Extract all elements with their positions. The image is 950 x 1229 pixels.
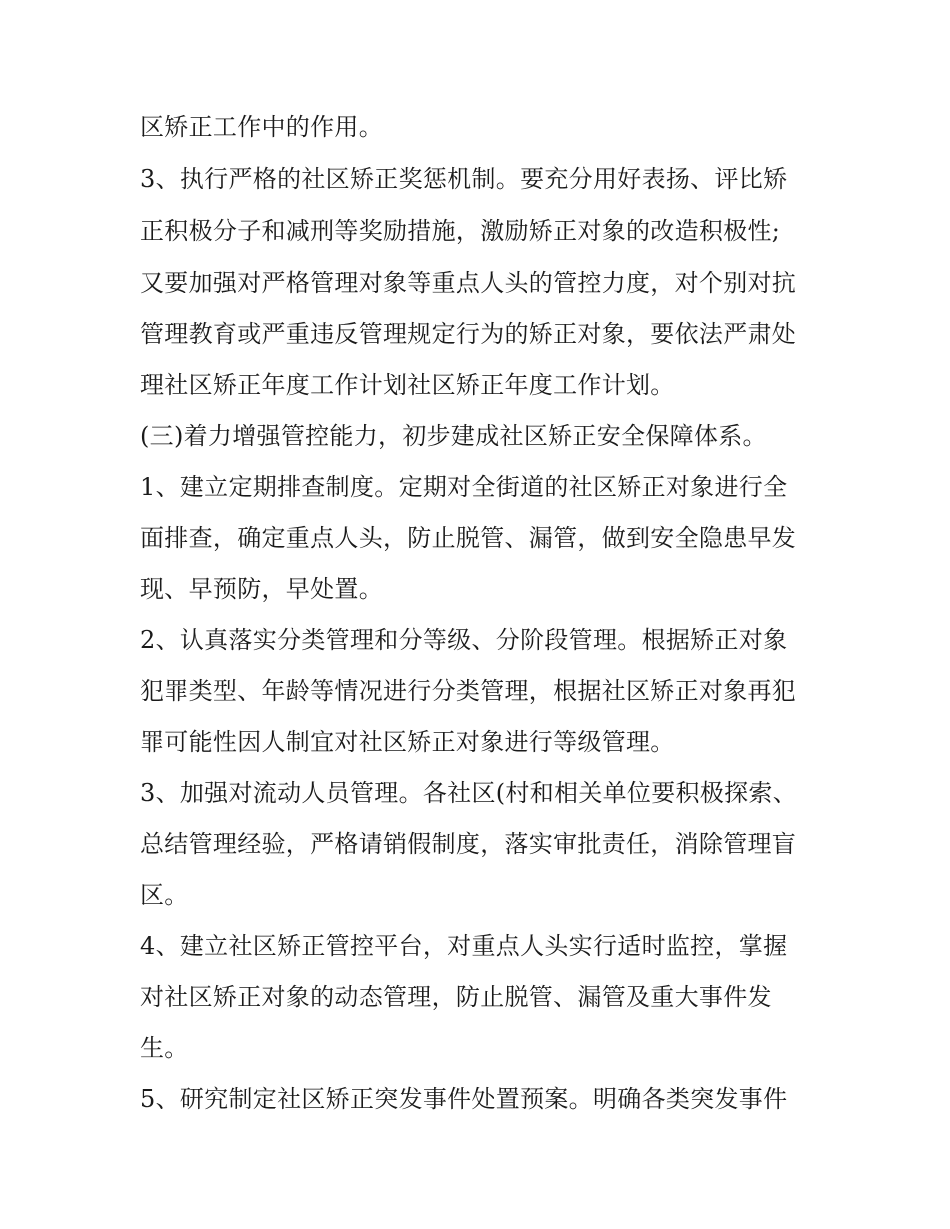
text-line: 4、建立社区矫正管控平台，对重点人头实行适时监控，掌握 bbox=[140, 932, 788, 960]
text-line: 又要加强对严格管理对象等重点人头的管控力度，对个别对抗 bbox=[140, 269, 797, 297]
text-line: 3、执行严格的社区矫正奖惩机制。要充分用好表扬、评比矫 bbox=[140, 165, 788, 193]
text-line: 5、研究制定社区矫正突发事件处置预案。明确各类突发事件 bbox=[140, 1085, 788, 1113]
section-heading: (三)着力增强管控能力，初步建成社区矫正安全保障体系。 bbox=[140, 422, 767, 450]
text-line: 2、认真落实分类管理和分等级、分阶段管理。根据矫正对象 bbox=[140, 626, 788, 654]
text-line: 3、加强对流动人员管理。各社区(村和相关单位要积极探索、 bbox=[140, 779, 798, 807]
text-line: 正积极分子和减刑等奖励措施，激励矫正对象的改造积极性; bbox=[140, 217, 781, 245]
text-line: 区。 bbox=[140, 881, 189, 909]
text-line: 面排查，确定重点人头，防止脱管、漏管，做到安全隐患早发 bbox=[140, 524, 797, 552]
text-line: 区矫正工作中的作用。 bbox=[140, 113, 383, 141]
text-line: 1、建立定期排查制度。定期对全街道的社区矫正对象进行全 bbox=[140, 473, 788, 501]
text-line: 现、早预防，早处置。 bbox=[140, 575, 383, 603]
text-line: 管理教育或严重违反管理规定行为的矫正对象，要依法严肃处 bbox=[140, 320, 797, 348]
text-line: 总结管理经验，严格请销假制度，落实审批责任，消除管理盲 bbox=[140, 830, 797, 858]
text-line: 犯罪类型、年龄等情况进行分类管理，根据社区矫正对象再犯 bbox=[140, 677, 797, 705]
text-line: 生。 bbox=[140, 1034, 189, 1062]
text-line: 理社区矫正年度工作计划社区矫正年度工作计划。 bbox=[140, 371, 675, 399]
text-line: 对社区矫正对象的动态管理，防止脱管、漏管及重大事件发 bbox=[140, 983, 772, 1011]
text-line: 罪可能性因人制宜对社区矫正对象进行等级管理。 bbox=[140, 728, 675, 756]
